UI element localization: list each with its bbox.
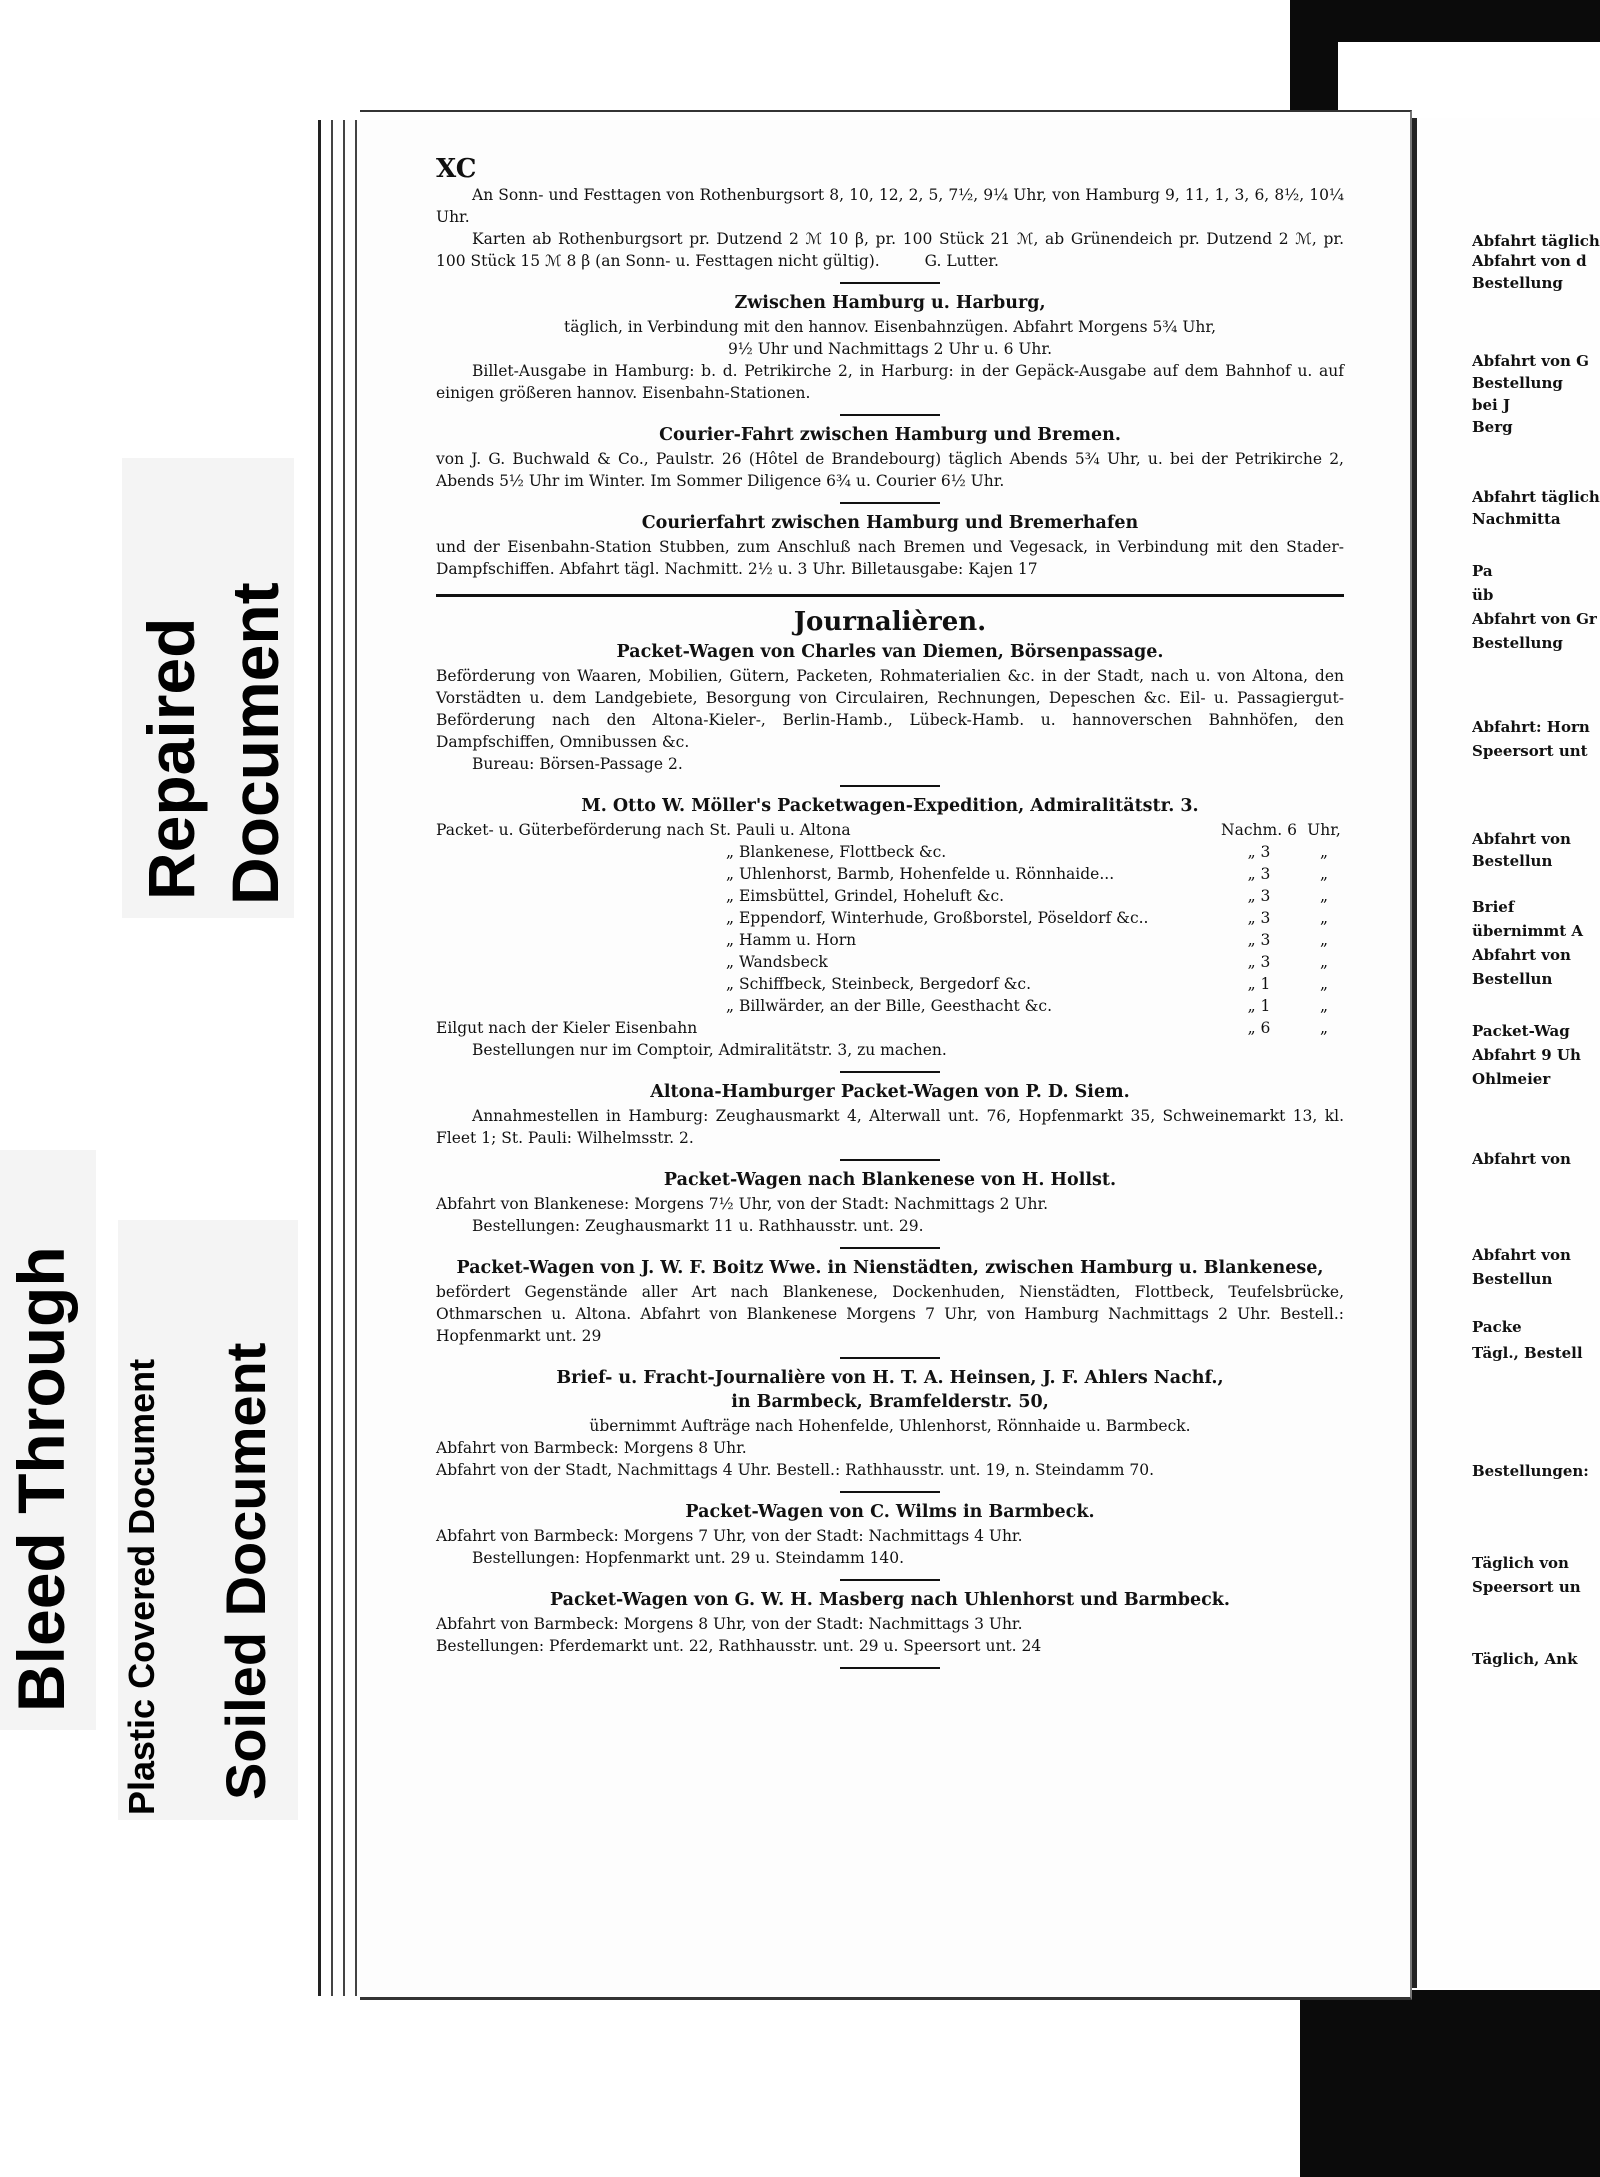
schedule-unit: Uhr, <box>1307 821 1341 839</box>
schedule-destination: „ Blankenese, Flottbeck &c. <box>726 843 947 861</box>
moeller-schedule <box>436 819 1344 1039</box>
schedule-time: „ 6 <box>1247 1019 1271 1037</box>
heinsen-line3: Abfahrt von der Stadt, Nachmittags 4 Uhr. Bestell.: Rathhausstr. unt. 19, n. Steindamm 70. <box>436 1461 1155 1479</box>
heinsen-line2: Abfahrt von Barmbeck: Morgens 8 Uhr. <box>436 1439 747 1457</box>
intro-line2 <box>436 228 1344 272</box>
schedule-row <box>436 929 1344 951</box>
schedule-row <box>436 819 1344 841</box>
schedule-destination: „ Schiffbeck, Steinbeck, Bergedorf &c. <box>726 975 1032 993</box>
schedule-time: „ 3 <box>1247 865 1271 883</box>
facing-page-line: Tägl., Bestell <box>1472 1344 1583 1362</box>
separator <box>840 1159 940 1161</box>
masberg-title: Packet-Wagen von G. W. H. Masberg nach Uhlenhorst und Barmbeck. <box>549 1590 1231 1610</box>
section-rule <box>436 594 1344 597</box>
facing-page-line: Abfahrt 9 Uh <box>1472 1046 1581 1064</box>
facing-page-line: Abfahrt täglich <box>1472 488 1600 506</box>
schedule-row <box>436 995 1344 1017</box>
scan-strip-bottom <box>1300 1990 1340 2177</box>
harburg-title: Zwischen Hamburg u. Harburg, <box>734 293 1046 313</box>
masberg-line1: Abfahrt von Barmbeck: Morgens 8 Uhr, von der Stadt: Nachmittags 3 Uhr. <box>436 1615 1023 1633</box>
siem-title: Altona-Hamburger Packet-Wagen von P. D. Siem. <box>650 1082 1130 1102</box>
bremerhafen-title: Courierfahrt zwischen Hamburg und Bremerhafen <box>641 513 1139 533</box>
separator <box>840 1491 940 1493</box>
schedule-unit: „ <box>1319 997 1329 1015</box>
facing-page-line: Bestellun <box>1472 852 1553 870</box>
wilms-title: Packet-Wagen von C. Wilms in Barmbeck. <box>685 1502 1095 1522</box>
bremen-text: von J. G. Buchwald & Co., Paulstr. 26 (Hôtel de Brandebourg) täglich Abends 5¾ Uhr, u. bei der Petrikirche 2, Abends 5½ Uhr im Winter. Im Sommer Diligence 6¾ u. Courier 6½ Uhr. <box>436 450 1344 490</box>
schedule-destination: „ Eimsbüttel, Grindel, Hoheluft &c. <box>726 887 1005 905</box>
facing-page-line: Bestellun <box>1472 1270 1553 1288</box>
hollst-line1: Abfahrt von Blankenese: Morgens 7½ Uhr, von der Stadt: Nachmittags 2 Uhr. <box>436 1195 1049 1213</box>
moeller-title: M. Otto W. Möller's Packetwagen-Expedition, Admiralitätstr. 3. <box>581 796 1199 816</box>
schedule-unit: „ <box>1319 975 1329 993</box>
page-content <box>436 154 1344 1673</box>
diemen-title: Packet-Wagen von Charles van Diemen, Börsenpassage. <box>616 642 1164 662</box>
harburg-line1: täglich, in Verbindung mit den hannov. Eisenbahnzügen. Abfahrt Morgens 5¾ Uhr, <box>563 318 1217 336</box>
facing-page-line: Brief <box>1472 898 1515 916</box>
schedule-destination: Eilgut nach der Kieler Eisenbahn <box>436 1019 698 1037</box>
page-number: XC <box>436 154 477 184</box>
repaired-label-line1: Repaired <box>134 617 208 900</box>
facing-page-line: Bestellung <box>1472 634 1563 652</box>
siem-text: Annahmestellen in Hamburg: Zeughausmarkt 4, Alterwall unt. 76, Hopfenmarkt 35, Schweinemarkt 13, kl. Fleet 1; St. Pauli: Wilhelmsstr. 2. <box>436 1107 1344 1147</box>
schedule-time: „ 3 <box>1247 909 1271 927</box>
facing-page-line: Abfahrt von G <box>1472 352 1589 370</box>
facing-page-line: Abfahrt von Gr <box>1472 610 1597 628</box>
moeller-note: Bestellungen nur im Comptoir, Admiralitätstr. 3, zu machen. <box>472 1041 947 1059</box>
scan-border-bottom <box>1300 1990 1600 2177</box>
facing-page-line: Packe <box>1472 1318 1522 1336</box>
separator <box>840 1071 940 1073</box>
facing-page-line: Bestellung <box>1472 274 1563 292</box>
separator <box>840 1579 940 1581</box>
separator <box>840 502 940 504</box>
facing-page-line: Abfahrt von <box>1472 1150 1571 1168</box>
schedule-row <box>436 973 1344 995</box>
schedule-time: „ 1 <box>1247 997 1271 1015</box>
masberg-line2: Bestellungen: Pferdemarkt unt. 22, Rathhausstr. unt. 29 u. Speersort unt. 24 <box>436 1637 1042 1655</box>
scan-strip-top <box>1290 0 1338 120</box>
soiled-label: Soiled Document <box>214 1342 277 1800</box>
schedule-destination: „ Uhlenhorst, Barmb, Hohenfelde u. Rönnhaide... <box>726 865 1115 883</box>
diemen-text: Beförderung von Waaren, Mobilien, Gütern, Packeten, Rohmaterialien &c. in der Stadt, nach u. von Altona, den Vorstädten u. dem Landgebiete, Besorgung von Circulairen, Rechnungen, Depeschen &c. Eil- u. Passagiergut-Beförderung nach den Altona-Kieler-, Berlin-Hamb., Lübeck-Hamb. u. hannoverschen Bahnhöfen, den Dampfschiffen, Omnibussen &c. <box>436 667 1344 751</box>
facing-page-line: Täglich, Ank <box>1472 1650 1578 1668</box>
facing-page-line: Abfahrt von <box>1472 946 1571 964</box>
boitz-text: befördert Gegenstände aller Art nach Blankenese, Dockenhuden, Nienstädten, Flottbeck, Teufelsbrücke, Othmarschen u. Altona. Abfahrt von Blankenese Morgens 7 Uhr, von Hamburg Nachmittags 2 Uhr. Bestell.: Hopfenmarkt unt. 29 <box>436 1283 1344 1345</box>
schedule-row <box>436 885 1344 907</box>
schedule-unit: „ <box>1319 931 1329 949</box>
facing-page-line: Packet-Wag <box>1472 1022 1570 1040</box>
harburg-line2: 9½ Uhr und Nachmittags 2 Uhr u. 6 Uhr. <box>727 340 1053 358</box>
schedule-unit: „ <box>1319 953 1329 971</box>
facing-page-line: Abfahrt von d <box>1472 252 1587 270</box>
wilms-line2: Bestellungen: Hopfenmarkt unt. 29 u. Steindamm 140. <box>472 1549 905 1567</box>
facing-page-line: Ohlmeier <box>1472 1070 1551 1088</box>
bremerhafen-text: und der Eisenbahn-Station Stubben, zum Anschluß nach Bremen und Vegesack, in Verbindung mit den Stader-Dampfschiffen. Abfahrt tägl. Nachmitt. 2½ u. 3 Uhr. Billetausgabe: Kajen 17 <box>436 538 1344 578</box>
schedule-unit: „ <box>1319 1019 1329 1037</box>
separator <box>840 282 940 284</box>
schedule-unit: „ <box>1319 887 1329 905</box>
hollst-line2: Bestellungen: Zeughausmarkt 11 u. Rathhausstr. unt. 29. <box>472 1217 924 1235</box>
schedule-destination: „ Hamm u. Horn <box>726 931 857 949</box>
schedule-time: Nachm. 6 <box>1221 821 1297 839</box>
harburg-line3: Billet-Ausgabe in Hamburg: b. d. Petrikirche 2, in Harburg: in der Gepäck-Ausgabe auf dem Bahnhof u. auf einigen größeren hannov. Eisenbahn-Stationen. <box>436 362 1344 402</box>
journalieren-title: Journalièren. <box>793 607 987 637</box>
schedule-row <box>436 907 1344 929</box>
separator <box>840 1667 940 1669</box>
bleed-label: Bleed Through <box>4 1246 78 1712</box>
schedule-unit: „ <box>1319 909 1329 927</box>
facing-page-line: Pa <box>1472 562 1493 580</box>
schedule-time: „ 1 <box>1247 975 1271 993</box>
facing-page-line: Bestellung <box>1472 374 1563 392</box>
facing-page-line: bei J <box>1472 396 1511 414</box>
boitz-title: Packet-Wagen von J. W. F. Boitz Wwe. in Nienstädten, zwischen Hamburg u. Blankenese, <box>456 1258 1324 1278</box>
repaired-label-line2: Document <box>218 582 292 905</box>
facing-page-line: Nachmitta <box>1472 510 1561 528</box>
schedule-destination: „ Wandsbeck <box>726 953 828 971</box>
separator <box>840 414 940 416</box>
diemen-bureau: Bureau: Börsen-Passage 2. <box>472 755 683 773</box>
hollst-title: Packet-Wagen nach Blankenese von H. Hollst. <box>663 1170 1117 1190</box>
plastic-label: Plastic Covered Document <box>121 1358 162 1815</box>
intro-signature: G. Lutter. <box>924 252 999 270</box>
schedule-destination: „ Billwärder, an der Bille, Geesthacht &c. <box>726 997 1053 1015</box>
facing-page-line: Bestellungen: <box>1472 1462 1589 1480</box>
schedule-row <box>436 951 1344 973</box>
facing-page-line: übernimmt A <box>1472 922 1583 940</box>
schedule-destination: „ Eppendorf, Winterhude, Großborstel, Pöseldorf &c.. <box>726 909 1149 927</box>
facing-page-line: Abfahrt: Horn <box>1472 718 1590 736</box>
facing-page-line: Speersort un <box>1472 1578 1581 1596</box>
intro-line1: An Sonn- und Festtagen von Rothenburgsort 8, 10, 12, 2, 5, 7½, 9¼ Uhr, von Hamburg 9, 11, 1, 3, 6, 8½, 10¼ Uhr. <box>436 186 1344 226</box>
heinsen-title1: Brief- u. Fracht-Journalière von H. T. A. Heinsen, J. F. Ahlers Nachf., <box>556 1368 1224 1388</box>
intro-prices: Karten ab Rothenburgsort pr. Dutzend 2 ℳ 10 β, pr. 100 Stück 21 ℳ, ab Grünendeich pr. Dutzend 2 ℳ, pr. 100 Stück 15 ℳ 8 β (an Sonn- u. Festtagen nicht gültig). <box>436 230 1344 270</box>
facing-page-line: Abfahrt von <box>1472 830 1571 848</box>
heinsen-line1: übernimmt Aufträge nach Hohenfelde, Uhlenhorst, Rönnhaide u. Barmbeck. <box>589 1417 1191 1435</box>
facing-page-line: Abfahrt täglich <box>1472 232 1600 250</box>
schedule-time: „ 3 <box>1247 931 1271 949</box>
schedule-destination: Packet- u. Güterbeförderung nach St. Pauli u. Altona <box>436 821 851 839</box>
schedule-unit: „ <box>1319 865 1329 883</box>
separator <box>840 1357 940 1359</box>
schedule-time: „ 3 <box>1247 843 1271 861</box>
schedule-row <box>436 841 1344 863</box>
schedule-time: „ 3 <box>1247 887 1271 905</box>
schedule-unit: „ <box>1319 843 1329 861</box>
facing-page-line: Täglich von <box>1472 1554 1569 1572</box>
schedule-time: „ 3 <box>1247 953 1271 971</box>
separator <box>840 785 940 787</box>
facing-page-line: Bestellun <box>1472 970 1553 988</box>
facing-page-line: Berg <box>1472 418 1513 436</box>
schedule-row <box>436 1017 1344 1039</box>
separator <box>840 1247 940 1249</box>
facing-page-line: üb <box>1472 586 1494 604</box>
bremen-title: Courier-Fahrt zwischen Hamburg und Bremen. <box>659 425 1121 445</box>
facing-page-line: Abfahrt von <box>1472 1246 1571 1264</box>
wilms-line1: Abfahrt von Barmbeck: Morgens 7 Uhr, von der Stadt: Nachmittags 4 Uhr. <box>436 1527 1023 1545</box>
heinsen-title2: in Barmbeck, Bramfelderstr. 50, <box>731 1392 1049 1412</box>
facing-page-line: Speersort unt <box>1472 742 1588 760</box>
schedule-row <box>436 863 1344 885</box>
